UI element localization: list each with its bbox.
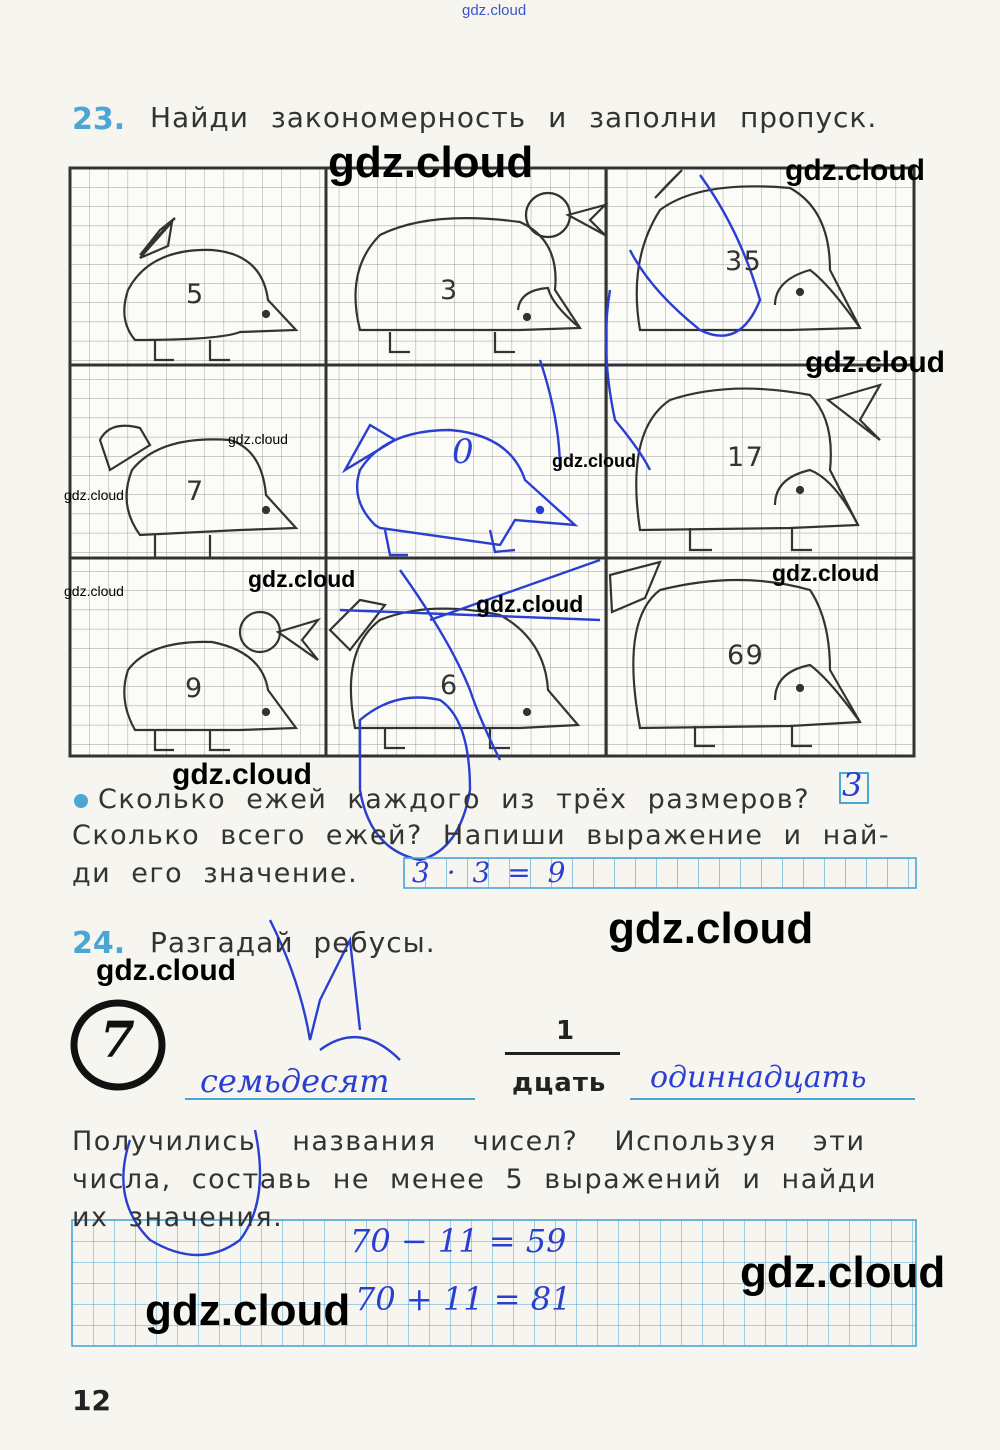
watermark: gdz.cloud — [248, 566, 356, 592]
rebus-2-bar — [505, 1052, 620, 1055]
watermark: gdz.cloud — [328, 138, 534, 187]
task-23-question-2: Сколько всего ежей? Напиши выражение и най- — [72, 820, 891, 851]
hedgehog-number-3: 35 — [725, 246, 763, 277]
task-24-text: Разгадай ребусы. — [150, 926, 436, 959]
expression-2: 70 + 11 = 81 — [355, 1280, 572, 1318]
expression-1: 70 − 11 = 59 — [350, 1222, 567, 1260]
watermark: gdz.cloud — [96, 954, 236, 987]
watermark: gdz.cloud — [785, 154, 925, 187]
answer-expression: 3 · 3 = 9 — [412, 856, 570, 889]
task-24-para-1: Получились названия чисел? Используя эти — [72, 1126, 866, 1157]
hedgehog-number-2: 3 — [440, 275, 459, 306]
rebus-2-word: дцать — [512, 1068, 607, 1098]
rebus-1-answer: семьдесят — [200, 1062, 390, 1100]
page-number: 12 — [72, 1384, 111, 1417]
bullet-icon — [74, 794, 88, 808]
hedgehog-number-4: 7 — [186, 476, 205, 507]
watermark: gdz.cloud — [228, 431, 288, 447]
watermark: gdz.cloud — [805, 346, 945, 379]
hedgehog-number-5: 0 — [452, 432, 474, 472]
rebus-2-top: 1 — [556, 1016, 575, 1046]
hedgehog-number-7: 9 — [185, 673, 204, 704]
task-24-para-2: числа, составь не менее 5 выражений и найди — [72, 1164, 878, 1195]
task-23-question-1: Сколько ежей каждого из трёх размеров? — [74, 784, 810, 815]
task-23-question-3: ди его значение. — [72, 858, 359, 889]
answer-sizes: 3 — [842, 766, 863, 804]
task-23-text: Найди закономерность и заполни пропуск. — [150, 101, 878, 134]
hedgehog-number-1: 5 — [186, 279, 205, 310]
rebus-2-answer-line — [630, 1098, 915, 1100]
watermark: gdz.cloud — [608, 904, 814, 953]
rebus-2-answer: одиннадцать — [650, 1060, 867, 1095]
task-23-number: 23. — [72, 102, 126, 137]
hedgehog-number-8: 6 — [440, 670, 459, 701]
watermark: gdz.cloud — [476, 591, 584, 617]
hedgehog-number-9: 69 — [727, 640, 765, 671]
watermark-top: gdz.cloud — [462, 2, 527, 19]
watermark: gdz.cloud — [64, 487, 124, 503]
watermark: gdz.cloud — [740, 1248, 946, 1297]
watermark: gdz.cloud — [172, 758, 312, 791]
hedgehog-number-6: 17 — [727, 442, 765, 473]
task-24-para-3: их значения. — [72, 1202, 284, 1233]
watermark: gdz.cloud — [64, 583, 124, 599]
watermark: gdz.cloud — [772, 560, 880, 586]
rebus-1-symbol: 7 — [100, 1010, 135, 1069]
watermark: gdz.cloud — [145, 1286, 351, 1335]
watermark: gdz.cloud — [552, 451, 636, 471]
task-24-number: 24. — [72, 926, 126, 961]
